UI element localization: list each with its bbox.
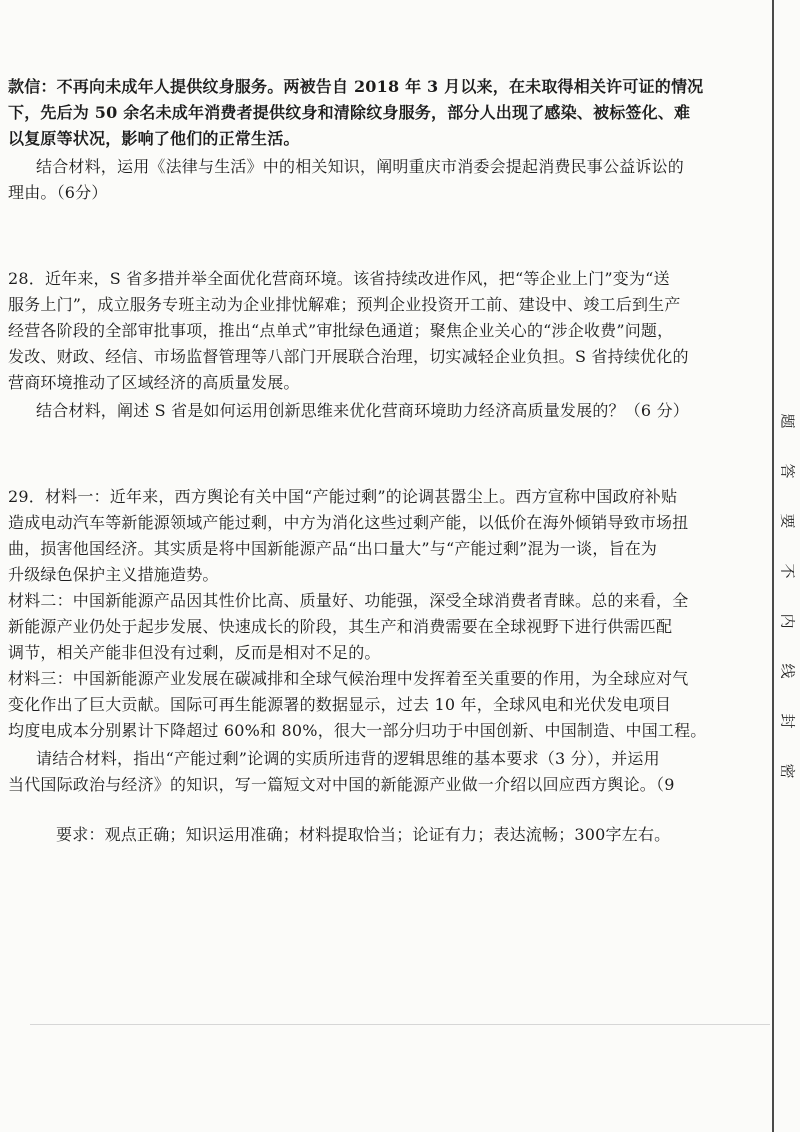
q28-line-1: 28．近年来，S 省多措并举全面优化营商环境。该省持续改进作风，把“等企业上门”变为“送 [8,269,670,288]
q27-line-2: 下，先后为 50 余名未成年消费者提供纹身和清除纹身服务，部分人出现了感染、被标签化、难 [8,103,691,122]
q29-line-2: 造成电动汽车等新能源领域产能过剩，中方为消化这些过剩产能，以低价在海外倾销导致市场扭 [8,513,689,532]
q29-line-1: 29．材料一：近年来，西方舆论有关中国“产能过剩”的论调甚嚣尘上。西方宣称中国政府补贴 [8,487,678,506]
q28-line-2: 服务上门”，成立服务专班主动为企业排忧解难；预判企业投资开工前、建设中、竣工后到生产 [8,295,681,314]
margin-char: 线 [778,663,797,679]
q28-line-5: 营商环境推动了区域经济的高质量发展。 [8,373,300,392]
q27-question-line-1: 结合材料，运用《法律与生活》中的相关知识，阐明重庆市消委会提起消费民事公益诉讼的 [36,157,685,176]
margin-char: 要 [778,513,797,529]
q29-line-6: 新能源产业仍处于起步发展、快速成长的阶段，其生产和消费需要在全球视野下进行供需匹配 [8,617,673,636]
q29-line-10: 均度电成本分别累计下降超过 60%和 80%，很大一部分归功于中国创新、中国制造、中国工程。 [8,721,707,740]
q29-question-line-2: 当代国际政治与经济》的知识，写一篇短文对中国的新能源产业做一介绍以回应西方舆论。（9 [8,775,675,794]
margin-char: 答 [778,463,797,479]
q27-question-line-2: 理由。（6分） [8,183,108,202]
q29-line-4: 升级绿色保护主义措施造势。 [8,565,219,584]
q28-line-3: 经营各阶段的全部审批事项，推出“点单式”审批绿色通道；聚焦企业关心的“涉企收费”问题， [8,321,674,340]
margin-char: 题 [778,413,797,429]
margin-char: 内 [778,613,797,629]
margin-char: 密 [778,763,797,779]
q29-line-3: 曲，损害他国经济。其实质是将中国新能源产品“出口量大”与“产能过剩”混为一谈，旨在为 [8,539,658,558]
margin-char: 封 [778,713,797,729]
q27-line-3: 以复原等状况，影响了他们的正常生活。 [8,129,300,148]
binding-margin-rule [772,0,774,1132]
q29-line-9: 变化作出了巨大贡献。国际可再生能源署的数据显示，过去 10 年，全球风电和光伏发电项目 [8,695,672,714]
q29-question-line-1: 请结合材料，指出“产能过剩”论调的实质所违背的逻辑思维的基本要求（3 分），并运用 [36,749,660,768]
bottom-divider [30,1024,770,1025]
q27-line-1: 款信：不再向未成年人提供纹身服务。两被告自 2018 年 3 月以来，在未取得相关许可证的情况 [8,77,704,96]
q28-question: 结合材料，阐述 S 省是如何运用创新思维来优化营商环境助力经济高质量发展的？（6 分） [36,401,689,420]
q29-line-7: 调节，相关产能非但没有过剩，反而是相对不足的。 [8,643,381,662]
q29-requirement: 要求：观点正确；知识运用准确；材料提取恰当；论证有力；表达流畅；300字左右。 [56,825,671,844]
q28-line-4: 发改、财政、经信、市场监督管理等八部门开展联合治理，切实减轻企业负担。S 省持续优化的 [8,347,689,366]
q29-line-8: 材料三：中国新能源产业发展在碳减排和全球气候治理中发挥着至关重要的作用，为全球应对气 [8,669,689,688]
margin-char: 不 [778,563,797,579]
q29-line-5: 材料二：中国新能源产品因其性价比高、质量好、功能强，深受全球消费者青睐。总的来看，全 [8,591,689,610]
